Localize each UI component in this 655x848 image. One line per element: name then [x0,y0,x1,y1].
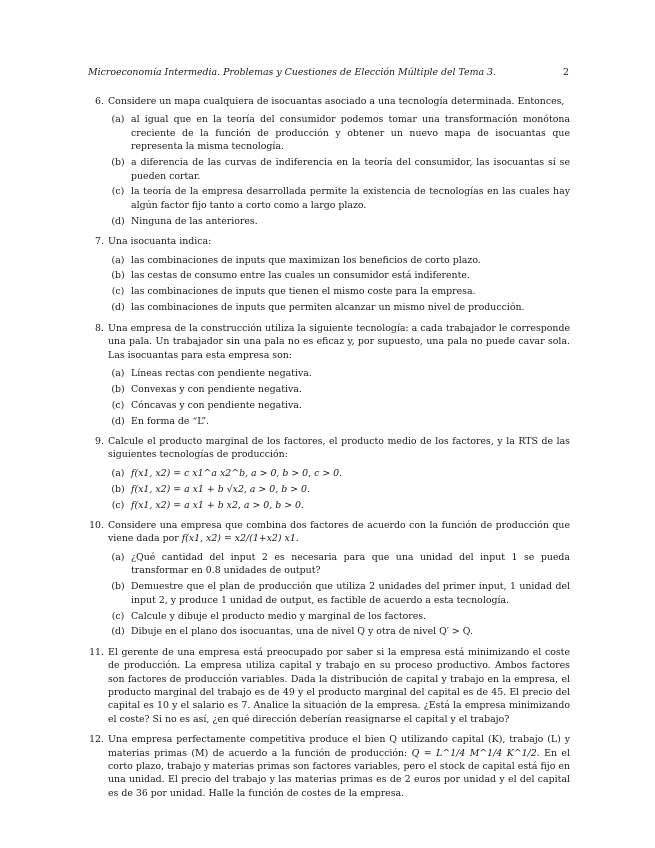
option-text: la teoría de la empresa desarrollada permite la existencia de tecnologías en las cuales hay algún factor fijo tanto a corto como a largo plazo. [131,186,570,211]
question-number: 8. [95,322,104,334]
option-label: (a) [111,467,125,479]
option-item [108,215,570,228]
option-label: (a) [111,551,125,563]
option-item [108,415,570,428]
option-text: Convexas y con pendiente negativa. [131,383,302,395]
option-label: (b) [111,483,125,495]
question-number: 11. [89,646,104,658]
option-item [108,156,570,183]
question-text-part: Considere una empresa que combina dos factores de acuerdo con la función de producción que viene dada por [108,520,570,545]
option-text: En forma de “L”. [131,415,209,427]
option-item [108,483,570,496]
question-8 [88,322,570,428]
option-item [108,254,570,267]
option-item [108,113,570,153]
option-item [108,625,570,638]
option-label: (b) [111,581,125,593]
formula-c: f(x1, x2) = a x1 + b x2, a > 0, b > 0. [131,499,304,511]
option-text: al igual que en la teoría del consumidor podemos tomar una transformación monótona creciente de la función de producción y obtener un nuevo mapa de isocuantas que representa la misma tecnología. [131,114,570,153]
option-label: (a) [111,367,125,379]
option-label: (d) [111,626,125,638]
option-list [108,254,570,315]
production-function-formula: Q = L^1/4 M^1/4 K^1/2 [411,747,537,759]
option-label: (d) [111,215,125,227]
option-text: las combinaciones de inputs que permiten alcanzar un mismo nivel de producción. [131,302,525,314]
option-label: (a) [111,254,125,266]
question-number: 7. [95,236,104,248]
option-list [108,467,570,512]
formula-a: f(x1, x2) = c x1^a x2^b, a > 0, b > 0, c > 0. [131,467,343,479]
option-item [108,301,570,314]
option-label: (c) [111,499,125,511]
option-text: Líneas rectas con pendiente negativa. [131,367,312,379]
option-item [108,269,570,282]
option-label: (c) [111,610,125,622]
question-text [108,733,570,800]
question-number: 6. [95,96,104,107]
question-text: Considere un mapa cualquiera de isocuantas asociado a una tecnología determinada. Entonces, [108,96,565,107]
question-9 [88,435,570,512]
question-number: 10. [89,520,104,532]
option-item [108,185,570,212]
question-text: Una isocuanta indica: [108,236,212,248]
option-text: Demuestre que el plan de producción que utiliza 2 unidades del primer input, 1 unidad del input 2, y produce 1 unidad de output, es factible de acuerdo a esta tecnología. [131,581,570,606]
option-item [108,551,570,578]
question-6 [88,95,570,228]
question-text: Calcule el producto marginal de los factores, el producto medio de los factores, y la RTS de las siguientes tecnologías de producción: [108,436,570,461]
option-item [108,610,570,623]
question-text: Una empresa de la construcción utiliza la siguiente tecnología: a cada trabajador le corresponde una pala. Un trabajador sin una pala no es eficaz y, por supuesto, una pala no puede cavar sola. Las isocuantas para esta empresa son: [108,322,570,361]
option-text: Dibuje en el plano dos isocuantas, una de nivel Q y otra de nivel Q′ > Q. [131,626,473,638]
question-12 [88,733,570,800]
option-item [108,383,570,396]
option-list [108,551,570,639]
question-11 [88,646,570,726]
option-text: Calcule y dibuje el producto medio y marginal de los factores. [131,610,427,622]
question-number: 9. [95,436,104,448]
question-text-part: . En el corto plazo, trabajo y materias primas son factores variables, pero el stock de capital está fijo en una unidad. El precio del trabajo y las materias primas es de 2 euros por unidad y el del capital es de 36 por unidad. Halle la función de costes de la empresa. [108,747,570,799]
option-label: (b) [111,383,125,395]
option-list [108,113,570,228]
question-text [108,519,570,546]
option-text: a diferencia de las curvas de indiferencia en la teoría del consumidor, las isocuantas sí se pueden cortar. [131,157,570,182]
question-number: 12. [89,734,104,746]
option-item [108,467,570,480]
option-item [108,399,570,412]
question-list [88,95,570,807]
page-number: 2 [563,67,569,78]
option-item [108,367,570,380]
option-text: Cóncavas y con pendiente negativa. [131,399,302,411]
option-text: las combinaciones de inputs que maximizan los beneficios de corto plazo. [131,254,481,266]
option-text: las cestas de consumo entre las cuales un consumidor está indiferente. [131,270,470,282]
option-text: ¿Qué cantidad del input 2 es necesaria para que una unidad del input 1 se pueda transformar en 0.8 unidades de output? [131,551,570,577]
question-10 [88,519,570,639]
option-text: las combinaciones de inputs que tienen el mismo coste para la empresa. [131,286,476,298]
option-item [108,285,570,298]
option-item [108,580,570,607]
question-text-part: Una empresa perfectamente competitiva produce el bien Q utilizando capital (K), trabajo (L) y materias primas (M) de acuerdo a la función de producción: [108,734,570,759]
option-text: Ninguna de las anteriores. [131,215,258,227]
production-function-formula: f(x1, x2) = x2/(1+x2) x1. [181,533,299,545]
option-label: (b) [111,270,125,282]
option-label: (c) [111,286,125,298]
option-label: (c) [111,186,125,198]
option-item [108,499,570,512]
page-header [88,67,569,81]
question-text: El gerente de una empresa está preocupado por saber si la empresa está minimizando el coste de producción. La empresa utiliza capital y trabajo en su proceso productivo. Ambos factores son factores de producción variables. Dada la distribución de capital y trabajo en la empresa, el producto marginal del trabajo es de 49 y el producto marginal del capital es de 45. El precio del capital es 10 y el salario es 7. Analice la situación de la empresa. ¿Está la empresa minimizando el coste? Si no es así, ¿en qué dirección deberían reasignarse el capital y el trabajo? [108,646,570,725]
option-label: (d) [111,415,125,427]
question-7 [88,235,570,315]
option-label: (a) [111,114,125,126]
option-list [108,367,570,428]
formula-b: f(x1, x2) = a x1 + b √x2, a > 0, b > 0. [131,483,310,495]
option-label: (c) [111,399,125,411]
header-title: Microeconomía Intermedia. Problemas y Cuestiones de Elección Múltiple del Tema 3. [88,67,496,78]
option-label: (b) [111,157,125,169]
option-label: (d) [111,302,125,314]
